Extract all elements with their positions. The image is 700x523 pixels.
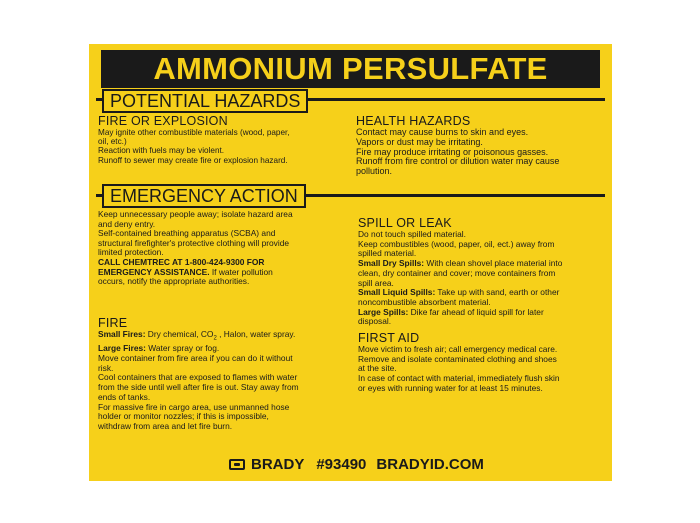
brady-logo-icon [229,459,245,470]
text-line: structural firefighter's protective clothing will provide [98,237,290,248]
fire-heading: FIRE [98,316,128,330]
small-liquid-spills-label: Small Liquid Spills: [358,287,436,298]
text-line: spill area. [358,277,394,288]
text-line: Do not touch spilled material. [358,229,466,239]
text-line: occurs, notify the appropriate authorities. [98,276,250,287]
text-line: Runoff to sewer may create fire or explosion hazard. [98,155,288,165]
potential-hazards-heading: POTENTIAL HAZARDS [102,89,308,113]
health-hazards-section [356,114,606,177]
text-line: disposal. [358,316,392,327]
text-line: withdraw from area and let fire burn. [98,421,233,431]
text-line: , Halon, water spray. [216,329,296,339]
small-fires-label: Small Fires: [98,329,146,339]
text-line: clean, dry container and cover; move containers from [358,267,556,278]
small-dry-spills-label: Small Dry Spills: [358,258,425,269]
website: BRADYID.COM [376,456,484,473]
text-line: Contact may cause burns to skin and eyes. [356,127,529,137]
label-title: AMMONIUM PERSULFATE [101,50,600,88]
text-line: Self-contained breathing apparatus (SCBA) and [98,228,276,239]
text-line: Remove and isolate contaminated clothing and shoes [358,353,557,364]
text-line: Vapors or dust may be irritating. [356,136,483,147]
text-line: Dry chemical, CO [145,329,214,339]
text-line: If water pollution [209,266,273,277]
fire-section [98,316,343,432]
text-line: In case of contact with material, immediately flush skin [358,373,560,384]
text-line: from the side until well after fire is out. Stay away from [98,382,299,393]
text-line: For massive fire in cargo area, use unmanned hose [98,401,290,412]
text-line: May ignite other combustible materials (wood, paper, [98,128,290,137]
first-aid-heading: FIRST AID [358,331,420,345]
part-number: #93490 [316,456,367,473]
text-line: Dike far ahead of liquid spill for later [408,306,544,317]
text-line: limited protection. [98,247,164,258]
co2-subscript: 2 [213,335,217,342]
chemtrec-call-text: CALL CHEMTREC AT 1-800-424-9300 FOR [98,256,265,267]
fire-explosion-section [98,114,338,165]
text-line: Reaction with fuels may be violent. [98,146,225,156]
text-line: Keep combustibles (wood, paper, oil, ect.) away from [358,238,555,249]
text-line: at the site. [358,363,397,374]
safety-label [89,44,612,481]
text-line: holder or monitor nozzles; if this is impossible, [98,411,269,422]
text-line: Fire may produce irritating or poisonous gasses. [356,146,549,157]
text-line: or eyes with running water for at least 15 minutes. [358,382,543,393]
text-line: ends of tanks. [98,391,151,402]
health-hazards-heading: HEALTH HAZARDS [356,114,471,128]
brand-name: BRADY [251,456,305,473]
text-line: noncombustible absorbent material. [358,296,491,307]
text-line: Keep unnecessary people away; isolate hazard area [98,209,293,219]
text-line: risk. [98,362,114,373]
text-line: and deny entry. [98,218,156,229]
large-spills-label: Large Spills: [358,306,409,317]
text-line: pollution. [356,166,393,177]
label-footer [229,456,484,473]
first-aid-section [358,331,606,394]
text-line: Move container from fire area if you can do it without [98,353,293,364]
text-line: Water spray or fog. [145,343,220,354]
emergency-action-heading: EMERGENCY ACTION [102,184,306,208]
emergency-assistance-text: EMERGENCY ASSISTANCE. [98,266,210,277]
text-line: Take up with sand, earth or other [435,287,560,298]
text-line: Runoff from fire control or dilution water may cause [356,156,560,167]
text-line: Cool containers that are exposed to flames with water [98,372,298,383]
spill-leak-heading: SPILL OR LEAK [358,216,452,230]
text-line: oil, etc.) [98,137,127,147]
text-line: Move victim to fresh air; call emergency medical care. [358,344,558,354]
spill-leak-section [358,216,606,327]
text-line: spilled material. [358,248,417,259]
large-fires-label: Large Fires: [98,343,146,354]
fire-explosion-heading: FIRE OR EXPLOSION [98,114,228,128]
emergency-general-text [98,210,343,287]
text-line: With clean shovel place material into [424,258,563,269]
